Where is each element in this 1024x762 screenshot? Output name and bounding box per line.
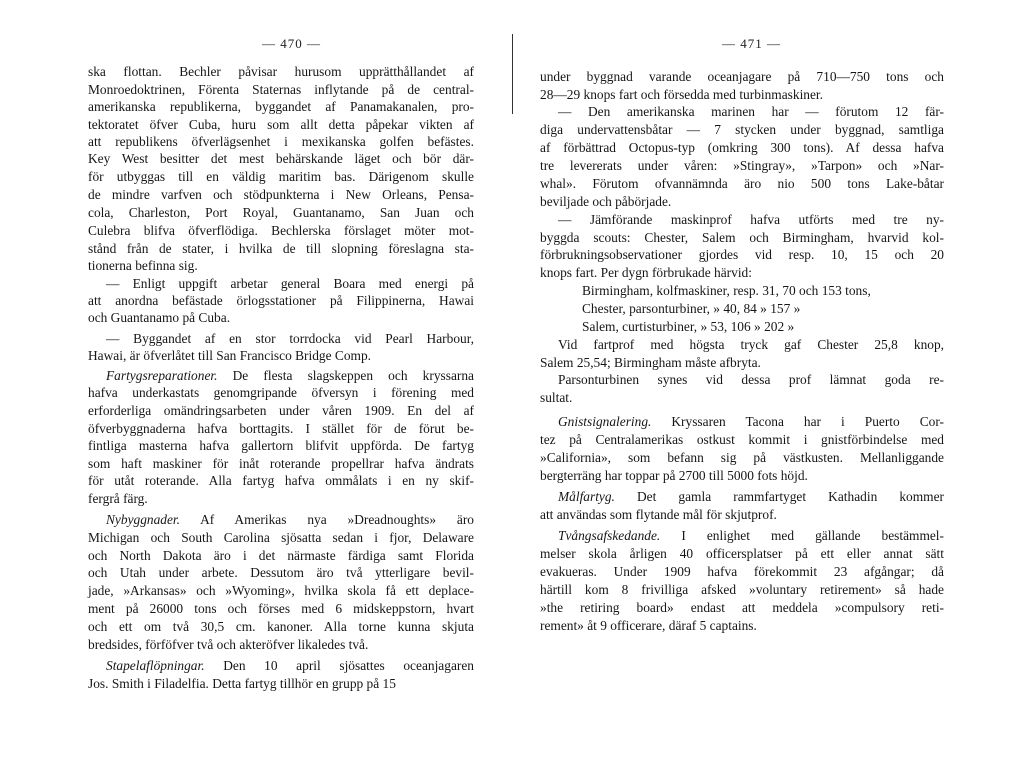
text-line: Key West besitter det mest behärskande läget och bör där-: [88, 151, 474, 166]
page-number: — 471 —: [722, 36, 781, 51]
page-gutter-rule: [512, 34, 513, 114]
text-line: fintliga masterna hafva gallertorn blifvit uppförda. De fartyg: [88, 438, 474, 453]
text-line: hafva underkastats genomgripande öfversyn i förening med: [88, 385, 474, 400]
paragraph-first-line: [88, 367, 474, 385]
text-line: knops fart. Per dygn förbrukade härvid:: [540, 265, 752, 280]
text-line: Af Amerikas nya »Dreadnoughts» äro: [200, 512, 474, 527]
text-line: bredsides, förföfver två och akteröfver likaledes två.: [88, 637, 369, 652]
paragraph-first-line: [88, 511, 474, 529]
text-line: ska flottan. Bechler påvisar hurusom upprätthållandet af: [88, 64, 474, 79]
section-heading: Gnistsignalering.: [558, 414, 652, 429]
text-line: ment på 26000 tons och förses med 6 midskeppstorn, hvart: [88, 601, 474, 616]
text-line: under byggnad varande oceanjagare på 710—750 tons och: [540, 69, 944, 84]
text-line: evakueras. Under 1909 hafva förekommit 23 afgångar; då: [540, 564, 944, 579]
text-line: öfverbyggnaderna hafva borttagits. I stället för de förut be-: [88, 421, 474, 436]
text-line: — Byggandet af en stor torrdocka vid Pearl Harbour,: [106, 331, 474, 346]
section-heading: Målfartyg.: [558, 489, 615, 504]
text-line: och North Dakota äro i det närmaste färdiga samt Florida: [88, 548, 474, 563]
text-line: af förbättrad Octopus-typ (omkring 300 tons). Af dessa hafva: [540, 140, 944, 155]
text-line: bergterräng har toppar på 2700 till 5000 fots höjd.: [540, 468, 808, 483]
text-line: Parsonturbinen synes vid dessa prof lämnat goda re-: [558, 372, 944, 387]
text-line: Kryssaren Tacona har i Puerto Cor-: [671, 414, 944, 429]
text-line: I enlighet med gällande bestämmel-: [681, 528, 944, 543]
text-line: som haft maskiner för inåt roterande propellrar hafva ändrats: [88, 456, 474, 471]
text-line: Hawai, är öfverlåtet till San Francisco Bridge Comp.: [88, 348, 371, 363]
text-line: sultat.: [540, 390, 573, 405]
text-line: att användas som flytande mål för skjutprof.: [540, 507, 777, 522]
text-line: rement» åt 9 officerare, däraf 5 captains.: [540, 618, 757, 633]
text-line: Det gamla rammfartyget Kathadin kommer: [637, 489, 944, 504]
text-line: tektoratet öfver Cuba, huru som allt detta påpekar vikten af: [88, 117, 474, 132]
text-line: stånd från de stater, i hvilka de till slopning föreslagna sta-: [88, 241, 474, 256]
text-line: »California», som befann sig på västkusten. Mellanliggande: [540, 450, 944, 465]
text-line: — Jämförande maskinprof hafva utförts med tre ny-: [558, 212, 944, 227]
text-line: Den 10 april sjösattes oceanjagaren: [223, 658, 474, 673]
section-heading: Fartygsreparationer.: [106, 368, 218, 383]
text-line: Jos. Smith i Filadelfia. Detta fartyg tillhör en grupp på 15: [88, 676, 396, 691]
text-line: diga undervattensbåtar — 7 stycken under byggnad, samtliga: [540, 122, 944, 137]
text-line: byggda scouts: Chester, Salem och Birmingham, hvarvid kol-: [540, 230, 944, 245]
text-line: whal». Förutom ofvannämnda äro nio 500 tons Lake-båtar: [540, 176, 944, 191]
section-heading: Stapelaflöpningar.: [106, 658, 205, 673]
consumption-row: Chester, parsonturbiner, » 40, 84 » 157 »: [582, 301, 801, 316]
text-line: — Den amerikanska marinen har — förutom 12 fär-: [558, 104, 944, 119]
text-line: för utåt roterande. Alla fartyg hafva ommålats i en ny skif-: [88, 473, 474, 488]
text-line: och Utah under arbete. Dessutom äro två ytterligare bevil-: [88, 565, 474, 580]
paragraph-first-line: [540, 413, 944, 431]
text-line: förbrukningsobservationer gjordes vid resp. 10, 15 och 20: [540, 247, 944, 262]
text-line: härtill kom 8 frivilliga afsked »voluntary retirement» så hade: [540, 582, 944, 597]
text-line: De flesta slagskeppen och kryssarna: [232, 368, 474, 383]
paragraph-first-line: [540, 488, 944, 506]
text-line: för utbyggas till en väldig maritim bas. Därigenom skulle: [88, 169, 474, 184]
text-line: och Guantanamo på Cuba.: [88, 310, 231, 325]
page-number: — 470 —: [262, 36, 321, 51]
consumption-row: Salem, curtisturbiner, » 53, 106 » 202 »: [582, 319, 795, 334]
text-line: Michigan och South Carolina sjösatta sedan i fjor, Delaware: [88, 530, 474, 545]
text-line: tionerna befinna sig.: [88, 258, 198, 273]
text-line: Vid fartprof med högsta tryck gaf Chester 25,8 knop,: [558, 337, 944, 352]
text-line: att anordna befästade örlogsstationer på Filippinerna, Hawai: [88, 293, 474, 308]
text-line: erforderliga omändringsarbeten under våren 1909. En del af: [88, 403, 474, 418]
text-line: melser skola årligen 40 officersplatser på ett eller annat sätt: [540, 546, 944, 561]
text-line: fergrå färg.: [88, 491, 148, 506]
text-line: — Enligt uppgift arbetar general Boara med energi på: [106, 276, 474, 291]
text-line: 28—29 knops fart och försedda med turbinmaskiner.: [540, 87, 824, 102]
consumption-row: Birmingham, kolfmaskiner, resp. 31, 70 och 153 tons,: [582, 283, 871, 298]
paragraph-first-line: [540, 527, 944, 545]
text-line: cola, Charleston, Port Royal, Guantanamo, San Juan och: [88, 205, 474, 220]
text-line: Salem 25,54; Birmingham måste afbryta.: [540, 355, 761, 370]
text-line: Monroedoktrinen, Förenta Staternas inflytande på de central-: [88, 82, 474, 97]
text-line: jade, »Arkansas» och »Wyoming», hvilka skola få ett deplace-: [88, 583, 474, 598]
text-line: och ett om två 30,5 cm. kanoner. Alla torne kunna skjuta: [88, 619, 474, 634]
paragraph-first-line: [88, 657, 474, 675]
text-line: tez på Centralamerikas ostkust kommit i gnistförbindelse med: [540, 432, 944, 447]
text-line: att republikens öfverlägsenhet i mexikanska golfen befästes.: [88, 134, 474, 149]
text-line: beviljade och påbörjade.: [540, 194, 672, 209]
text-line: »the retiring board» endast att meddela »compulsory reti-: [540, 600, 944, 615]
text-line: tre levererats under våren: »Stingray», »Tarpon» och »Nar-: [540, 158, 944, 173]
text-line: Culebra blifva öfverflödiga. Bechlerska förslaget möter mot-: [88, 223, 474, 238]
text-line: de mindre varfven och stödpunkterna i New Orleans, Pensa-: [88, 187, 474, 202]
section-heading: Nybyggnader.: [106, 512, 181, 527]
section-heading: Tvångsafskedande.: [558, 528, 661, 543]
text-line: amerikanska republikerna, byggandet af Panamakanalen, pro-: [88, 99, 474, 114]
